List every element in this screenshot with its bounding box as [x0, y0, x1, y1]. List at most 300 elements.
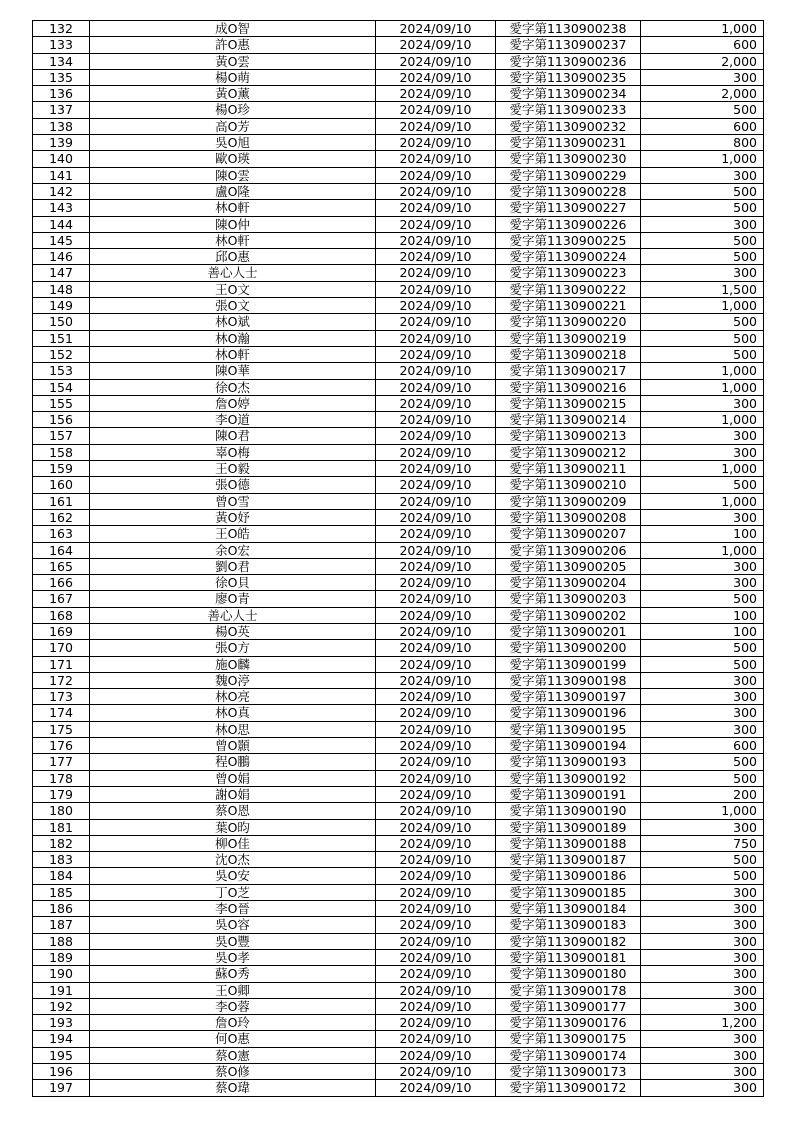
receipt-number-cell: 愛字第1130900218 — [496, 346, 641, 362]
receipt-number-cell: 愛字第1130900233 — [496, 102, 641, 118]
receipt-number-cell: 愛字第1130900204 — [496, 575, 641, 591]
donation-amount-cell: 300 — [641, 901, 764, 917]
donation-date-cell: 2024/09/10 — [376, 167, 496, 183]
donation-date-cell: 2024/09/10 — [376, 852, 496, 868]
receipt-number-cell: 愛字第1130900232 — [496, 118, 641, 134]
donation-date-cell: 2024/09/10 — [376, 575, 496, 591]
table-row — [33, 901, 764, 917]
table-row — [33, 933, 764, 949]
receipt-number-cell: 愛字第1130900238 — [496, 21, 641, 37]
donation-date-cell: 2024/09/10 — [376, 428, 496, 444]
table-row — [33, 982, 764, 998]
receipt-number-cell: 愛字第1130900212 — [496, 444, 641, 460]
donation-amount-cell: 1,000 — [641, 363, 764, 379]
donor-name-cell: 曾O顥 — [90, 738, 376, 754]
donation-date-cell: 2024/09/10 — [376, 786, 496, 802]
donor-name-cell: 楊O萌 — [90, 69, 376, 85]
donor-name-cell: 盧O隆 — [90, 183, 376, 199]
row-number-cell: 133 — [33, 37, 90, 53]
table-row — [33, 542, 764, 558]
receipt-number-cell: 愛字第1130900201 — [496, 623, 641, 639]
receipt-number-cell: 愛字第1130900206 — [496, 542, 641, 558]
table-row — [33, 281, 764, 297]
donation-date-cell: 2024/09/10 — [376, 281, 496, 297]
donation-date-cell: 2024/09/10 — [376, 346, 496, 362]
donation-amount-cell: 100 — [641, 607, 764, 623]
receipt-number-cell: 愛字第1130900219 — [496, 330, 641, 346]
receipt-number-cell: 愛字第1130900191 — [496, 786, 641, 802]
table-row — [33, 379, 764, 395]
row-number-cell: 168 — [33, 607, 90, 623]
receipt-number-cell: 愛字第1130900189 — [496, 819, 641, 835]
receipt-number-cell: 愛字第1130900213 — [496, 428, 641, 444]
donor-name-cell: 林O斌 — [90, 314, 376, 330]
donor-name-cell: 沈O杰 — [90, 852, 376, 868]
donation-amount-cell: 500 — [641, 183, 764, 199]
donation-date-cell: 2024/09/10 — [376, 949, 496, 965]
row-number-cell: 187 — [33, 917, 90, 933]
receipt-number-cell: 愛字第1130900176 — [496, 1015, 641, 1031]
receipt-number-cell: 愛字第1130900237 — [496, 37, 641, 53]
donation-amount-cell: 500 — [641, 314, 764, 330]
table-row — [33, 493, 764, 509]
table-row — [33, 1047, 764, 1063]
table-row — [33, 183, 764, 199]
row-number-cell: 167 — [33, 591, 90, 607]
donation-date-cell: 2024/09/10 — [376, 102, 496, 118]
row-number-cell: 154 — [33, 379, 90, 395]
row-number-cell: 194 — [33, 1031, 90, 1047]
row-number-cell: 178 — [33, 770, 90, 786]
donation-amount-cell: 1,000 — [641, 21, 764, 37]
donation-amount-cell: 300 — [641, 265, 764, 281]
donor-name-cell: 林O思 — [90, 721, 376, 737]
donation-date-cell: 2024/09/10 — [376, 330, 496, 346]
donation-amount-cell: 1,000 — [641, 542, 764, 558]
table-row — [33, 102, 764, 118]
table-row — [33, 998, 764, 1014]
row-number-cell: 132 — [33, 21, 90, 37]
row-number-cell: 195 — [33, 1047, 90, 1063]
table-row — [33, 21, 764, 37]
donation-amount-cell: 300 — [641, 819, 764, 835]
table-row — [33, 607, 764, 623]
donation-amount-cell: 300 — [641, 949, 764, 965]
donation-amount-cell: 500 — [641, 640, 764, 656]
donation-amount-cell: 300 — [641, 575, 764, 591]
row-number-cell: 139 — [33, 135, 90, 151]
table-row — [33, 428, 764, 444]
row-number-cell: 138 — [33, 118, 90, 134]
donation-date-cell: 2024/09/10 — [376, 607, 496, 623]
table-row — [33, 330, 764, 346]
donor-name-cell: 徐O貝 — [90, 575, 376, 591]
receipt-number-cell: 愛字第1130900229 — [496, 167, 641, 183]
donation-amount-cell: 500 — [641, 102, 764, 118]
donation-date-cell: 2024/09/10 — [376, 183, 496, 199]
row-number-cell: 155 — [33, 395, 90, 411]
row-number-cell: 180 — [33, 803, 90, 819]
receipt-number-cell: 愛字第1130900180 — [496, 966, 641, 982]
table-row — [33, 640, 764, 656]
donor-name-cell: 吳O安 — [90, 868, 376, 884]
table-row — [33, 835, 764, 851]
table-row — [33, 558, 764, 574]
row-number-cell: 157 — [33, 428, 90, 444]
donor-name-cell: 蔡O瑋 — [90, 1080, 376, 1096]
donor-name-cell: 張O文 — [90, 298, 376, 314]
donation-date-cell: 2024/09/10 — [376, 461, 496, 477]
donation-amount-cell: 300 — [641, 69, 764, 85]
row-number-cell: 143 — [33, 200, 90, 216]
table-row — [33, 477, 764, 493]
donor-name-cell: 柳O佳 — [90, 835, 376, 851]
donor-name-cell: 徐O杰 — [90, 379, 376, 395]
donation-date-cell: 2024/09/10 — [376, 738, 496, 754]
receipt-number-cell: 愛字第1130900230 — [496, 151, 641, 167]
donation-amount-cell: 500 — [641, 477, 764, 493]
table-row — [33, 167, 764, 183]
donor-name-cell: 黃O妤 — [90, 509, 376, 525]
donor-name-cell: 辜O梅 — [90, 444, 376, 460]
table-row — [33, 86, 764, 102]
row-number-cell: 137 — [33, 102, 90, 118]
donation-date-cell: 2024/09/10 — [376, 884, 496, 900]
receipt-number-cell: 愛字第1130900235 — [496, 69, 641, 85]
row-number-cell: 134 — [33, 53, 90, 69]
donor-name-cell: 林O真 — [90, 705, 376, 721]
donation-date-cell: 2024/09/10 — [376, 966, 496, 982]
donor-name-cell: 丁O芝 — [90, 884, 376, 900]
donation-amount-cell: 500 — [641, 346, 764, 362]
receipt-number-cell: 愛字第1130900226 — [496, 216, 641, 232]
receipt-number-cell: 愛字第1130900217 — [496, 363, 641, 379]
donor-name-cell: 王O毅 — [90, 461, 376, 477]
table-row — [33, 1015, 764, 1031]
donor-name-cell: 善心人士 — [90, 265, 376, 281]
table-row — [33, 623, 764, 639]
donor-name-cell: 善心人士 — [90, 607, 376, 623]
donor-name-cell: 詹O婷 — [90, 395, 376, 411]
receipt-number-cell: 愛字第1130900198 — [496, 672, 641, 688]
donation-date-cell: 2024/09/10 — [376, 558, 496, 574]
donation-amount-cell: 300 — [641, 705, 764, 721]
donation-date-cell: 2024/09/10 — [376, 509, 496, 525]
donation-date-cell: 2024/09/10 — [376, 298, 496, 314]
receipt-number-cell: 愛字第1130900177 — [496, 998, 641, 1014]
row-number-cell: 156 — [33, 412, 90, 428]
donation-date-cell: 2024/09/10 — [376, 754, 496, 770]
receipt-number-cell: 愛字第1130900199 — [496, 656, 641, 672]
row-number-cell: 145 — [33, 232, 90, 248]
donor-name-cell: 吳O旭 — [90, 135, 376, 151]
donation-date-cell: 2024/09/10 — [376, 982, 496, 998]
table-row — [33, 298, 764, 314]
table-row — [33, 1031, 764, 1047]
donation-date-cell: 2024/09/10 — [376, 705, 496, 721]
donation-date-cell: 2024/09/10 — [376, 314, 496, 330]
donor-name-cell: 劉O君 — [90, 558, 376, 574]
donation-amount-cell: 500 — [641, 868, 764, 884]
row-number-cell: 182 — [33, 835, 90, 851]
donation-date-cell: 2024/09/10 — [376, 395, 496, 411]
donor-name-cell: 曾O娟 — [90, 770, 376, 786]
donation-date-cell: 2024/09/10 — [376, 69, 496, 85]
row-number-cell: 142 — [33, 183, 90, 199]
donor-name-cell: 李O道 — [90, 412, 376, 428]
receipt-number-cell: 愛字第1130900183 — [496, 917, 641, 933]
receipt-number-cell: 愛字第1130900197 — [496, 689, 641, 705]
donation-amount-cell: 1,000 — [641, 298, 764, 314]
donor-name-cell: 林O軒 — [90, 200, 376, 216]
receipt-number-cell: 愛字第1130900194 — [496, 738, 641, 754]
donation-date-cell: 2024/09/10 — [376, 477, 496, 493]
row-number-cell: 162 — [33, 509, 90, 525]
donor-name-cell: 林O亮 — [90, 689, 376, 705]
donor-name-cell: 許O惠 — [90, 37, 376, 53]
donation-amount-cell: 300 — [641, 444, 764, 460]
row-number-cell: 147 — [33, 265, 90, 281]
donor-name-cell: 程O鵬 — [90, 754, 376, 770]
donation-date-cell: 2024/09/10 — [376, 656, 496, 672]
table-row — [33, 363, 764, 379]
donation-date-cell: 2024/09/10 — [376, 86, 496, 102]
receipt-number-cell: 愛字第1130900216 — [496, 379, 641, 395]
receipt-number-cell: 愛字第1130900209 — [496, 493, 641, 509]
receipt-number-cell: 愛字第1130900205 — [496, 558, 641, 574]
table-row — [33, 786, 764, 802]
donation-amount-cell: 500 — [641, 200, 764, 216]
donor-name-cell: 歐O瑛 — [90, 151, 376, 167]
row-number-cell: 163 — [33, 526, 90, 542]
receipt-number-cell: 愛字第1130900214 — [496, 412, 641, 428]
donation-date-cell: 2024/09/10 — [376, 200, 496, 216]
donation-date-cell: 2024/09/10 — [376, 933, 496, 949]
receipt-number-cell: 愛字第1130900224 — [496, 249, 641, 265]
donation-amount-cell: 300 — [641, 1080, 764, 1096]
donation-date-cell: 2024/09/10 — [376, 1015, 496, 1031]
row-number-cell: 191 — [33, 982, 90, 998]
donor-name-cell: 王O卿 — [90, 982, 376, 998]
donation-date-cell: 2024/09/10 — [376, 493, 496, 509]
donor-name-cell: 余O宏 — [90, 542, 376, 558]
table-row — [33, 721, 764, 737]
donor-name-cell: 李O晉 — [90, 901, 376, 917]
receipt-number-cell: 愛字第1130900173 — [496, 1064, 641, 1080]
table-row — [33, 232, 764, 248]
table-row — [33, 819, 764, 835]
row-number-cell: 160 — [33, 477, 90, 493]
donation-amount-cell: 300 — [641, 998, 764, 1014]
row-number-cell: 184 — [33, 868, 90, 884]
donation-amount-cell: 500 — [641, 754, 764, 770]
table-row — [33, 118, 764, 134]
table-row — [33, 868, 764, 884]
donation-amount-cell: 2,000 — [641, 86, 764, 102]
donation-date-cell: 2024/09/10 — [376, 265, 496, 281]
row-number-cell: 185 — [33, 884, 90, 900]
row-number-cell: 166 — [33, 575, 90, 591]
row-number-cell: 176 — [33, 738, 90, 754]
row-number-cell: 183 — [33, 852, 90, 868]
donation-amount-cell: 300 — [641, 884, 764, 900]
donor-name-cell: 蔡O修 — [90, 1064, 376, 1080]
donor-name-cell: 蘇O秀 — [90, 966, 376, 982]
donation-amount-cell: 200 — [641, 786, 764, 802]
receipt-number-cell: 愛字第1130900174 — [496, 1047, 641, 1063]
donation-amount-cell: 300 — [641, 689, 764, 705]
donor-name-cell: 林O軒 — [90, 232, 376, 248]
table-row — [33, 216, 764, 232]
receipt-number-cell: 愛字第1130900192 — [496, 770, 641, 786]
row-number-cell: 193 — [33, 1015, 90, 1031]
donation-amount-cell: 1,000 — [641, 803, 764, 819]
row-number-cell: 144 — [33, 216, 90, 232]
donation-date-cell: 2024/09/10 — [376, 917, 496, 933]
donation-date-cell: 2024/09/10 — [376, 998, 496, 1014]
receipt-number-cell: 愛字第1130900193 — [496, 754, 641, 770]
receipt-number-cell: 愛字第1130900182 — [496, 933, 641, 949]
donor-name-cell: 黃O雲 — [90, 53, 376, 69]
donation-date-cell: 2024/09/10 — [376, 803, 496, 819]
donor-name-cell: 陳O華 — [90, 363, 376, 379]
donation-date-cell: 2024/09/10 — [376, 118, 496, 134]
receipt-number-cell: 愛字第1130900195 — [496, 721, 641, 737]
donation-amount-cell: 1,000 — [641, 151, 764, 167]
row-number-cell: 189 — [33, 949, 90, 965]
donation-amount-cell: 2,000 — [641, 53, 764, 69]
donation-amount-cell: 300 — [641, 428, 764, 444]
row-number-cell: 171 — [33, 656, 90, 672]
donor-name-cell: 廖O青 — [90, 591, 376, 607]
donation-date-cell: 2024/09/10 — [376, 216, 496, 232]
donor-name-cell: 吳O豐 — [90, 933, 376, 949]
donation-date-cell: 2024/09/10 — [376, 37, 496, 53]
row-number-cell: 153 — [33, 363, 90, 379]
receipt-number-cell: 愛字第1130900228 — [496, 183, 641, 199]
donation-amount-cell: 300 — [641, 1031, 764, 1047]
row-number-cell: 197 — [33, 1080, 90, 1096]
donation-date-cell: 2024/09/10 — [376, 21, 496, 37]
donation-date-cell: 2024/09/10 — [376, 819, 496, 835]
receipt-number-cell: 愛字第1130900227 — [496, 200, 641, 216]
donor-name-cell: 林O瀚 — [90, 330, 376, 346]
table-row — [33, 917, 764, 933]
donation-amount-cell: 300 — [641, 395, 764, 411]
donation-date-cell: 2024/09/10 — [376, 835, 496, 851]
donor-name-cell: 曾O雪 — [90, 493, 376, 509]
donor-name-cell: 吳O容 — [90, 917, 376, 933]
row-number-cell: 151 — [33, 330, 90, 346]
receipt-number-cell: 愛字第1130900196 — [496, 705, 641, 721]
donation-amount-cell: 1,000 — [641, 379, 764, 395]
receipt-number-cell: 愛字第1130900231 — [496, 135, 641, 151]
donation-date-cell: 2024/09/10 — [376, 151, 496, 167]
table-row — [33, 461, 764, 477]
receipt-number-cell: 愛字第1130900211 — [496, 461, 641, 477]
table-row — [33, 966, 764, 982]
receipt-number-cell: 愛字第1130900203 — [496, 591, 641, 607]
donation-date-cell: 2024/09/10 — [376, 623, 496, 639]
receipt-number-cell: 愛字第1130900220 — [496, 314, 641, 330]
table-row — [33, 884, 764, 900]
donor-name-cell: 李O蓉 — [90, 998, 376, 1014]
donation-amount-cell: 300 — [641, 167, 764, 183]
donation-date-cell: 2024/09/10 — [376, 526, 496, 542]
donation-amount-cell: 500 — [641, 330, 764, 346]
row-number-cell: 196 — [33, 1064, 90, 1080]
receipt-number-cell: 愛字第1130900185 — [496, 884, 641, 900]
table-row — [33, 672, 764, 688]
donation-date-cell: 2024/09/10 — [376, 672, 496, 688]
donor-name-cell: 謝O娟 — [90, 786, 376, 802]
donor-name-cell: 黃O薰 — [90, 86, 376, 102]
donation-date-cell: 2024/09/10 — [376, 901, 496, 917]
row-number-cell: 173 — [33, 689, 90, 705]
table-row — [33, 37, 764, 53]
receipt-number-cell: 愛字第1130900202 — [496, 607, 641, 623]
row-number-cell: 159 — [33, 461, 90, 477]
row-number-cell: 172 — [33, 672, 90, 688]
donor-name-cell: 施O麟 — [90, 656, 376, 672]
table-row — [33, 770, 764, 786]
donation-date-cell: 2024/09/10 — [376, 1047, 496, 1063]
donation-amount-cell: 500 — [641, 770, 764, 786]
table-row — [33, 526, 764, 542]
table-row — [33, 852, 764, 868]
donation-amount-cell: 600 — [641, 118, 764, 134]
table-row — [33, 803, 764, 819]
donation-date-cell: 2024/09/10 — [376, 444, 496, 460]
table-row — [33, 135, 764, 151]
donation-date-cell: 2024/09/10 — [376, 412, 496, 428]
donation-amount-cell: 300 — [641, 1047, 764, 1063]
donation-amount-cell: 300 — [641, 721, 764, 737]
table-row — [33, 249, 764, 265]
donor-name-cell: 成O智 — [90, 21, 376, 37]
donor-name-cell: 陳O君 — [90, 428, 376, 444]
receipt-number-cell: 愛字第1130900187 — [496, 852, 641, 868]
donor-name-cell: 陳O雲 — [90, 167, 376, 183]
donor-name-cell: 吳O孝 — [90, 949, 376, 965]
donation-date-cell: 2024/09/10 — [376, 135, 496, 151]
receipt-number-cell: 愛字第1130900188 — [496, 835, 641, 851]
row-number-cell: 190 — [33, 966, 90, 982]
donor-name-cell: 楊O英 — [90, 623, 376, 639]
donation-amount-cell: 1,000 — [641, 412, 764, 428]
donation-date-cell: 2024/09/10 — [376, 1064, 496, 1080]
donation-amount-cell: 750 — [641, 835, 764, 851]
row-number-cell: 150 — [33, 314, 90, 330]
donation-amount-cell: 1,000 — [641, 493, 764, 509]
donation-date-cell: 2024/09/10 — [376, 542, 496, 558]
row-number-cell: 140 — [33, 151, 90, 167]
donation-amount-cell: 100 — [641, 623, 764, 639]
donation-amount-cell: 1,500 — [641, 281, 764, 297]
table-row — [33, 949, 764, 965]
donor-name-cell: 王O文 — [90, 281, 376, 297]
row-number-cell: 165 — [33, 558, 90, 574]
receipt-number-cell: 愛字第1130900200 — [496, 640, 641, 656]
donation-date-cell: 2024/09/10 — [376, 689, 496, 705]
table-row — [33, 509, 764, 525]
table-row — [33, 754, 764, 770]
table-row — [33, 705, 764, 721]
row-number-cell: 158 — [33, 444, 90, 460]
donor-name-cell: 張O德 — [90, 477, 376, 493]
donation-amount-cell: 300 — [641, 672, 764, 688]
row-number-cell: 141 — [33, 167, 90, 183]
